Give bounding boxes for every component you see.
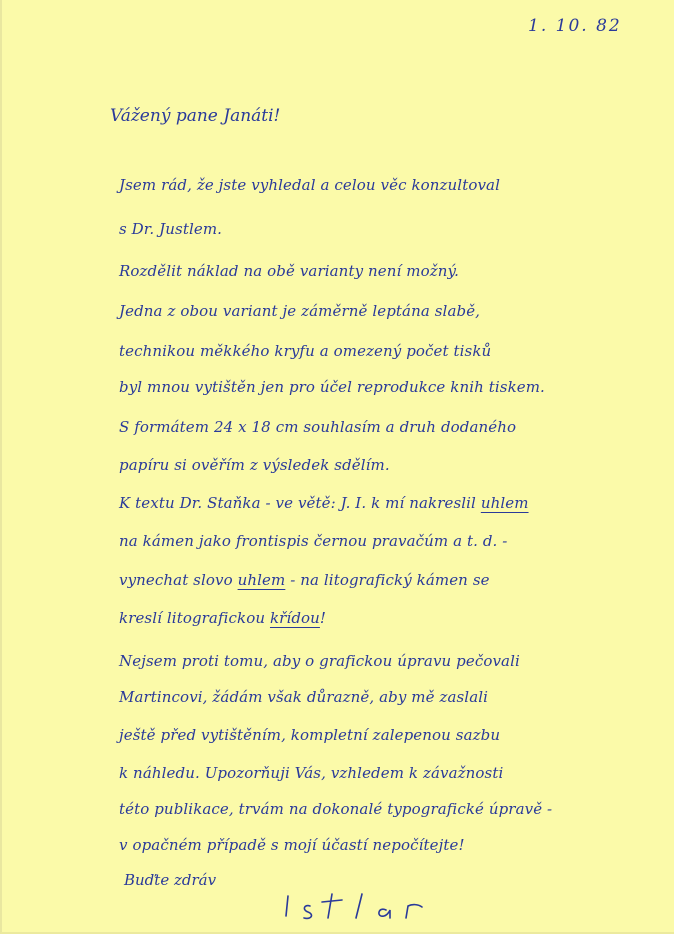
letter-line: ještě před vytištěním, kompletní zalepenou sazbu: [119, 726, 501, 744]
letter-date: 1. 10. 82: [528, 16, 622, 36]
letter-line: byl mnou vytištěn jen pro účel reprodukce knih tiskem.: [119, 378, 545, 396]
letter-line: S formátem 24 x 18 cm souhlasím a druh dodaného: [119, 418, 517, 436]
letter-line: v opačném případě s mojí účastí nepočítejte!: [119, 836, 465, 854]
letter-closing: Buďte zdráv: [124, 871, 217, 889]
underlined-word: uhlem: [480, 494, 529, 512]
line-text: vynechat slovo: [119, 571, 238, 589]
underlined-word: uhlem: [237, 571, 286, 589]
letter-line: papíru si ověřím z výsledek sdělím.: [119, 456, 390, 474]
letter-line: této publikace, trvám na dokonalé typografické úpravě -: [119, 800, 553, 818]
line-text: kreslí litografickou: [119, 609, 270, 627]
letter-line: Rozdělit náklad na obě varianty není možný.: [119, 262, 459, 280]
letter-line: Jedna z obou variant je záměrně leptána slabě,: [119, 302, 481, 320]
underlined-word: křídou: [269, 609, 320, 627]
letter-line: [119, 571, 490, 589]
letter-line: k náhledu. Upozorňuji Vás, vzhledem k závažnosti: [119, 764, 504, 782]
line-text: K textu Dr. Staňka - ve větě: J. I. k mí nakreslil: [119, 494, 481, 512]
letter-line: [119, 494, 529, 512]
letter-line: s Dr. Justlem.: [119, 220, 223, 238]
letter-line: Jsem rád, že jste vyhledal a celou věc konzultoval: [119, 176, 500, 194]
letter-salutation: Vážený pane Janáti!: [110, 106, 281, 126]
letter-line: na kámen jako frontispis černou pravačúm a t. d. -: [119, 532, 508, 550]
letter-line: [119, 609, 326, 627]
line-text: - na litografický kámen se: [285, 571, 490, 589]
handwritten-signature: [282, 888, 432, 922]
letter-line: Nejsem proti tomu, aby o grafickou úpravu pečovali: [119, 652, 520, 670]
letter-line: technikou měkkého kryfu a omezený počet tisků: [119, 342, 492, 360]
line-text: !: [319, 609, 327, 627]
letter-line: Martincovi, žádám však důrazně, aby mě zaslali: [119, 688, 489, 706]
